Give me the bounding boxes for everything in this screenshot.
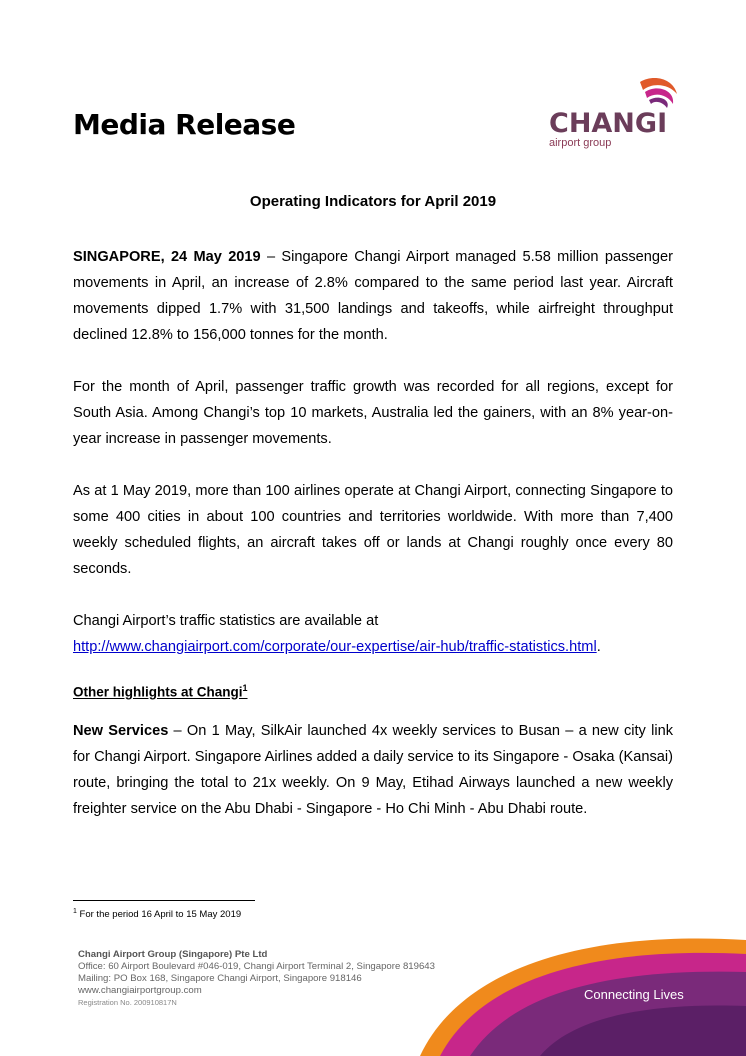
footer-office: Office: 60 Airport Boulevard #046-019, Changi Airport Terminal 2, Singapore 819643 — [78, 961, 435, 972]
traffic-stats-text: Changi Airport’s traffic statistics are available at — [73, 613, 379, 629]
swoosh-graphic-icon — [400, 910, 746, 1056]
document-title: Media Release — [73, 108, 296, 141]
footnote-divider — [73, 900, 255, 901]
paragraph-1 — [73, 244, 673, 348]
release-heading: Operating Indicators for April 2019 — [249, 193, 497, 210]
footnote-text: For the period 16 April to 15 May 2019 — [76, 909, 242, 921]
footnote — [73, 908, 241, 920]
footnote-mark: 1 — [73, 908, 77, 915]
footer-company: Changi Airport Group (Singapore) Pte Ltd — [78, 949, 268, 960]
paragraph-2: For the month of April, passenger traffic growth was recorded for all regions, except for South Asia. Among Changi’s top 10 markets, Australia led the gainers, with an 8% year-on-year increase in passenger movements. — [73, 379, 673, 447]
highlights-subheading — [73, 683, 248, 700]
traffic-stats-link[interactable]: http://www.changiairport.com/corporate/our-expertise/air-hub/traffic-statistics.html — [73, 639, 597, 655]
new-services-lead: New Services — [73, 723, 169, 739]
footnote-ref: 1 — [242, 683, 248, 693]
footer-mailing: Mailing: PO Box 168, Singapore Changi Airport, Singapore 918146 — [78, 973, 362, 984]
footer-address — [78, 949, 435, 1009]
logo-subtitle: airport group — [549, 137, 612, 149]
paragraph-4 — [73, 608, 673, 660]
dateline: SINGAPORE, 24 May 2019 — [73, 249, 261, 265]
footer-web: www.changiairportgroup.com — [78, 985, 202, 996]
paragraph-1-body: – Singapore Changi Airport managed 5.58 million passenger movements in April, an increase of 2.8% compared to the same period last year. Aircraft movements dipped 1.7% with 31,500 landings and takeoffs, while airfreight throughput declined 12.8% to 156,000 tonnes for the month. — [73, 249, 673, 343]
paragraph-5-body: – On 1 May, SilkAir launched 4x weekly services to Busan – a new city link for Changi Airport. Singapore Airlines added a daily service to its Singapore - Osaka (Kansai) route, bringing the total to 21x weekly. On 9 May, Etihad Airways launched a new weekly freighter service on the Abu Dhabi - Singapore - Ho Chi Minh - Abu Dhabi route. — [73, 723, 673, 817]
link-period: . — [596, 639, 601, 655]
tagline: Connecting Lives — [584, 987, 684, 1002]
logo-wordmark: CHANGI — [549, 108, 668, 139]
paragraph-3: As at 1 May 2019, more than 100 airlines operate at Changi Airport, connecting Singapore to some 400 cities in about 100 countries and territories worldwide. With more than 7,400 weekly scheduled flights, an aircraft takes off or lands at Changi roughly once every 80 seconds. — [73, 483, 673, 577]
footer-registration: Registration No. 200910817N — [78, 998, 177, 1007]
paragraph-5 — [73, 718, 673, 822]
subheading-text: Other highlights at Changi — [73, 684, 243, 700]
